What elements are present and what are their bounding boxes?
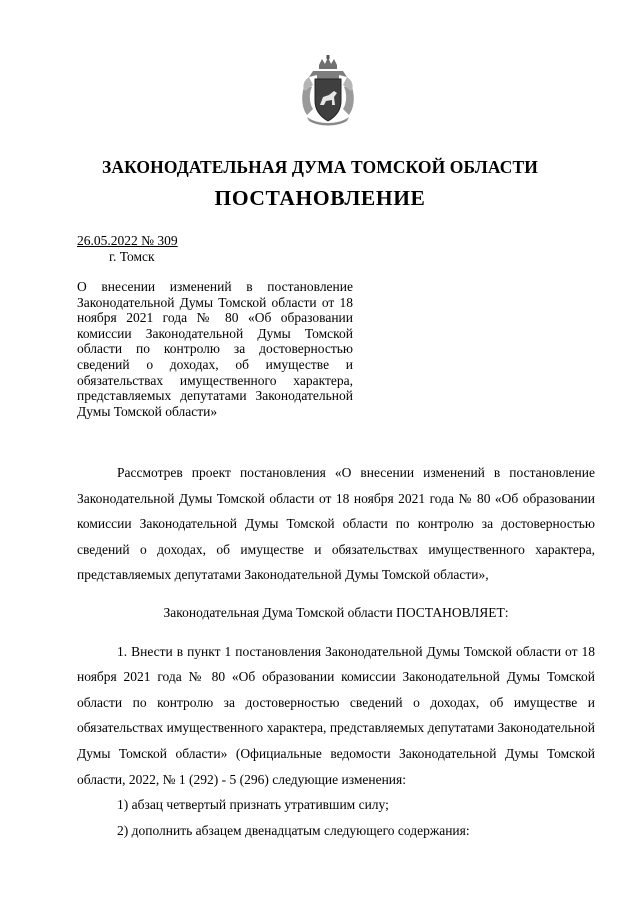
document-subject: О внесении изменений в постановление Законодательной Думы Томской области от 18 ноября 2021 года № 80 «Об образовании комиссии Законодательной Думы Томской области по контролю за достоверностью сведений о доходах, об имуществе и обязательствах имущественного характера, представляемых депутатами Законодательной Думы Томской области» <box>77 279 353 419</box>
document-city: г. Томск <box>109 249 155 264</box>
document-date-number: 26.05.2022 № 309 <box>77 233 178 248</box>
organization-title: ЗАКОНОДАТЕЛЬНАЯ ДУМА ТОМСКОЙ ОБЛАСТИ <box>102 157 538 177</box>
sub-item-1: 1) абзац четвертый признать утратившим силу; <box>117 797 389 813</box>
document-type-title: ПОСТАНОВЛЕНИЕ <box>214 186 426 210</box>
coat-of-arms-icon <box>299 55 357 127</box>
sub-item-2: 2) дополнить абзацем двенадцатым следующего содержания: <box>117 822 470 838</box>
point-1-paragraph: 1. Внести в пункт 1 постановления Законодательной Думы Томской области от 18 ноября 2021 года № 80 «Об образовании комиссии Законодательной Думы Томской области по контролю за достоверностью сведений о доходах, об имуществе и обязательствах имущественного характера, представляемых депутатами Законодательной Думы Томской области» (Официальные ведомости Законодательной Думы Томской области, 2022, № 1 (292) - 5 (296) следующие изменения: <box>77 643 595 787</box>
decree-paragraph: Законодательная Дума Томской области ПОСТАНОВЛЯЕТ: <box>163 604 509 620</box>
document-body <box>77 460 595 843</box>
preamble-paragraph: Рассмотрев проект постановления «О внесении изменений в постановление Законодательной Думы Томской области от 18 ноября 2021 года № 80 «Об образовании комиссии Законодательной Думы Томской области по контролю за достоверностью сведений о доходах, об имуществе и обязательствах имущественного характера, представляемых депутатами Законодательной Думы Томской области», <box>77 465 595 583</box>
